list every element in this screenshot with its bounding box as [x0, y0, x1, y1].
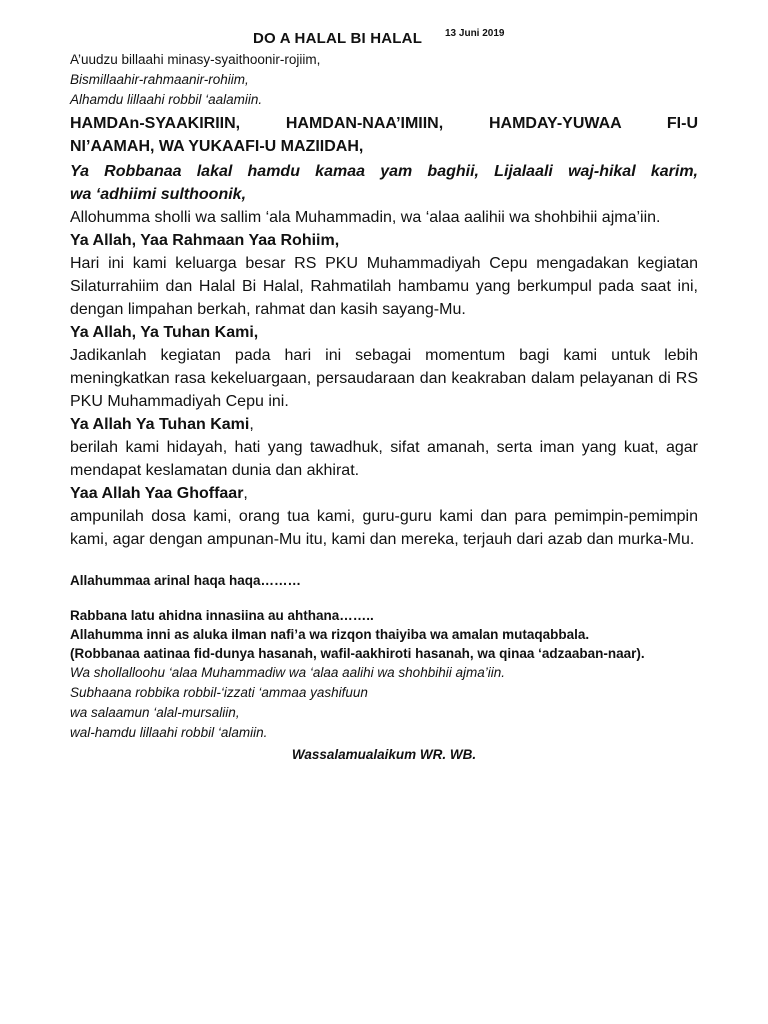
paragraph-hidayah: berilah kami hidayah, hati yang tawadhuk, sifat amanah, serta iman yang kuat, agar mendapat keslamatan dunia dan akhirat. [70, 439, 698, 479]
hamdan-line-2: NI’AAMAH, WA YUKAAFI-U MAZIIDAH, [70, 138, 364, 155]
robbana-line-1: Ya Robbanaa lakal hamdu kamaa yam baghii, Lijalaali waj-hikal karim, [70, 163, 698, 180]
opening-line-1: A’uudzu billaahi minasy-syaithoonir-rojiim, [70, 52, 321, 67]
closing-latu-ahidna: Rabbana latu ahidna innasiina au ahthana…….. [70, 608, 374, 623]
heading-ya-tuhan-kami-2-row [70, 413, 698, 436]
heading-ya-tuhan-kami-1: Ya Allah, Ya Tuhan Kami, [70, 324, 259, 341]
heading-ya-allah-rahmaan: Ya Allah, Yaa Rahmaan Yaa Rohiim, [70, 232, 340, 249]
prayer-document [70, 28, 698, 764]
opening-line-3: Alhamdu lillaahi robbil ‘aalamiin. [70, 92, 263, 107]
heading-ya-tuhan-kami-2: Ya Allah Ya Tuhan Kami [70, 416, 250, 433]
document-title: DO A HALAL BI HALAL [253, 30, 423, 47]
signoff: Wassalamualaikum WR. WB. [291, 747, 477, 762]
closing-hamdu: wal-hamdu lillaahi robbil ‘alamiin. [70, 725, 268, 740]
heading-ghoffaar: Yaa Allah Yaa Ghoffaar [70, 485, 244, 502]
closing-shollalloohu: Wa shollalloohu ‘alaa Muhammadiw wa ‘alaa aalihi wa shohbihii ajma’iin. [70, 665, 505, 680]
robbana-line-2: wa ‘adhiimi sulthoonik, [70, 186, 247, 203]
sholawat-paragraph: Allohumma sholli wa sallim ‘ala Muhammadin, wa ‘alaa aalihii wa shohbihii ajma’iin. [70, 209, 661, 226]
hamdan-line-1: HAMDAn-SYAAKIRIIN, HAMDAN-NAA’IMIIN, HAMDAY-YUWAA FI-U [70, 115, 698, 132]
paragraph-ampunilah: ampunilah dosa kami, orang tua kami, guru-guru kami dan para pemimpin-pemimpin kami, agar dengan ampunan-Mu itu, kami dan mereka, terjauh dari azab dan murka-Mu. [70, 508, 698, 548]
heading-ya-tuhan-kami-2-comma: , [249, 416, 254, 433]
opening-line-2: Bismillaahir-rahmaanir-rohiim, [70, 72, 249, 87]
closing-robbanaa-aatinaa: (Robbanaa aatinaa fid-dunya hasanah, wafil-aakhiroti hasanah, wa qinaa ‘adzaaban-naar). [70, 646, 645, 661]
closing-subhaana: Subhaana robbika robbil-‘izzati ‘ammaa yashifuun [70, 685, 368, 700]
paragraph-momentum: Jadikanlah kegiatan pada hari ini sebagai momentum bagi kami untuk lebih meningkatkan rasa kekeluargaan, persaudaraan dan keakraban dalam pelayanan di RS PKU Muhammadiyah Cepu ini. [70, 347, 698, 410]
paragraph-silaturrahiim: Hari ini kami keluarga besar RS PKU Muhammadiyah Cepu mengadakan kegiatan Silaturrahiim dan Halal Bi Halal, Rahmatilah hambamu yang berkumpul pada saat ini, dengan limpahan berkah, rahmat dan kasih sayang-Mu. [70, 255, 698, 318]
closing-ilman-nafia: Allahumma inni as aluka ilman nafi’a wa rizqon thaiyiba wa amalan mutaqabbala. [70, 627, 590, 642]
document-date: 13 Juni 2019 [445, 28, 505, 39]
title-row [70, 28, 698, 50]
heading-ghoffaar-comma: , [243, 485, 248, 502]
closing-salaamun: wa salaamun ‘alal-mursaliin, [70, 705, 240, 720]
closing-arinal-haqa: Allahummaa arinal haqa haqa……… [70, 573, 302, 588]
heading-ghoffaar-row [70, 482, 698, 505]
